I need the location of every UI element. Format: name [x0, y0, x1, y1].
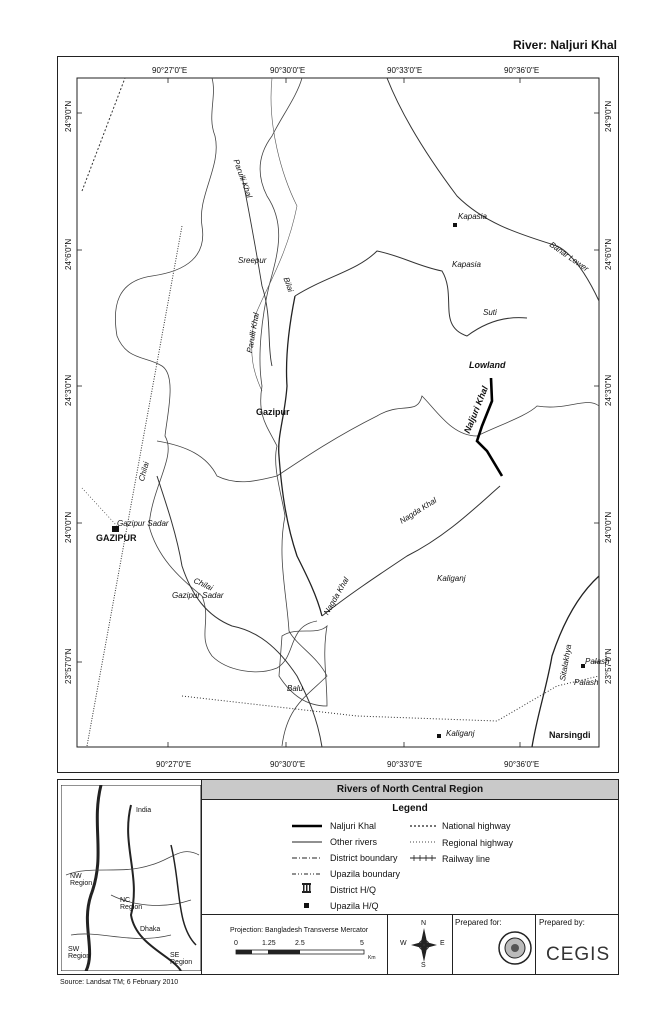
- place-palash-hq: Palash: [585, 657, 610, 666]
- projection-text: Projection: Bangladesh Transverse Mercator: [230, 927, 369, 934]
- place-palash: Palash: [574, 678, 599, 687]
- place-gazipur-sadar-hq: Gazipur Sadar: [117, 519, 169, 528]
- cegis-logo: CEGIS: [546, 944, 611, 965]
- lat-tick-right-2: 24°6'0"N: [604, 238, 613, 270]
- upazila-hq-kapasia: [453, 223, 457, 227]
- place-lowland: Lowland: [469, 360, 506, 370]
- inset-label-nc: NC Region: [120, 897, 143, 911]
- inset-label-nw: NW Region: [70, 873, 93, 887]
- compass-n: N: [421, 920, 427, 927]
- upazila-boundary-4: [252, 78, 297, 391]
- scale-unit: Km: [368, 955, 376, 961]
- prepared-for-label: Prepared for:: [455, 918, 502, 927]
- legend-item-railway: Railway line: [442, 854, 491, 864]
- legend-item-district-boundary: District boundary: [330, 853, 398, 863]
- top-tick-3: 90°33'0"E: [387, 66, 423, 75]
- legend-cell-divider-3: [535, 914, 536, 974]
- place-kapasia: Kapasia: [452, 260, 481, 269]
- legend-symbols-left: [292, 820, 326, 920]
- place-sreepur: Sreepur: [238, 256, 267, 265]
- lat-tick-right-3: 24°3'0"N: [604, 374, 613, 406]
- scale-tick-1: 1.25: [262, 940, 276, 947]
- lat-tick-right-1: 24°9'0"N: [604, 100, 613, 132]
- inset-label-se: SE Region: [170, 952, 193, 966]
- place-balu: Balu: [287, 684, 304, 693]
- railway-line-2: [182, 676, 599, 721]
- compass-s: S: [421, 962, 426, 969]
- place-kapasia-hq: Kapasia: [458, 212, 487, 221]
- place-suti: Suti: [483, 308, 497, 317]
- river-label-nagda-1: Nagda Khal: [398, 495, 439, 526]
- scale-tick-3: 5: [360, 940, 364, 947]
- place-gazipur: Gazipur: [256, 407, 290, 417]
- legend-cell-divider-1: [387, 914, 388, 974]
- graticule-ticks: [77, 78, 599, 747]
- compass-w: W: [400, 940, 407, 947]
- compass-e: E: [440, 940, 445, 947]
- river-label-nagda-2: Nagda Khal: [322, 575, 351, 617]
- lat-tick-left-1: 24°9'0"N: [64, 100, 73, 132]
- legend-item-other-rivers: Other rivers: [330, 837, 378, 847]
- legend-item-upazila-hq: Upazila H/Q: [330, 901, 379, 911]
- river-label-parulli-2: Parulli Khal: [245, 312, 261, 354]
- legend-item-naljuri: Naljuri Khal: [330, 821, 377, 831]
- legend-item-district-hq: District H/Q: [330, 885, 376, 895]
- river-bilai: [279, 296, 322, 616]
- legend-symbols-right: [410, 820, 440, 870]
- river-label-chilai-2: Chilai: [192, 576, 215, 593]
- bottom-tick-1: 90°27'0"E: [156, 760, 192, 769]
- scale-tick-0: 0: [234, 940, 238, 947]
- scale-bar: [234, 948, 374, 962]
- lat-tick-right-4: 24°0'0"N: [604, 511, 613, 543]
- lat-tick-left-3: 24°3'0"N: [64, 374, 73, 406]
- inset-label-india: India: [136, 807, 152, 814]
- legend-cell-divider-2: [452, 914, 453, 974]
- legend-item-regional-highway: Regional highway: [442, 838, 514, 848]
- river-label-chilai-1: Chilai: [137, 460, 151, 483]
- scale-tick-2: 2.5: [295, 940, 305, 947]
- upazila-boundary-3: [157, 396, 599, 482]
- map-canvas[interactable]: [57, 56, 619, 773]
- lat-tick-left-2: 24°6'0"N: [64, 238, 73, 270]
- top-tick-1: 90°27'0"E: [152, 66, 188, 75]
- river-label-banar: Banar Lower: [547, 240, 591, 274]
- place-kaliganj: Kaliganj: [437, 574, 466, 583]
- bottom-tick-3: 90°33'0"E: [387, 760, 423, 769]
- legend-bottom-divider: [202, 914, 618, 915]
- place-narsingdi: Narsingdi: [549, 730, 591, 740]
- regional-highway: [82, 488, 117, 526]
- govt-seal-icon: [495, 928, 535, 968]
- prepared-by-label: Prepared by:: [539, 918, 585, 927]
- place-kaliganj-hq: Kaliganj: [446, 729, 475, 738]
- bottom-tick-2: 90°30'0"E: [270, 760, 306, 769]
- lat-tick-right-5: 23°57'0"N: [604, 648, 613, 684]
- railway-line: [87, 226, 182, 746]
- top-tick-4: 90°36'0"E: [504, 66, 540, 75]
- river-nagda: [322, 486, 500, 616]
- place-gazipur-sadar: Gazipur Sadar: [172, 591, 224, 600]
- river-label-naljuri: Naljuri Khal: [462, 384, 491, 435]
- upazila-hq-kaliganj: [437, 734, 441, 738]
- bottom-tick-4: 90°36'0"E: [504, 760, 540, 769]
- upazila-boundary-5: [279, 626, 327, 706]
- inset-label-dhaka: Dhaka: [140, 926, 161, 933]
- river-chilai: [157, 476, 322, 747]
- source-note: Source: Landsat TM; 6 February 2010: [60, 979, 179, 986]
- lat-tick-left-5: 23°57'0"N: [64, 648, 73, 684]
- river-banar: [387, 78, 599, 301]
- legend-item-national-highway: National highway: [442, 821, 511, 831]
- top-tick-2: 90°30'0"E: [270, 66, 306, 75]
- river-label-parulli: Parulli Khal: [231, 158, 254, 200]
- lat-tick-left-4: 24°0'0"N: [64, 511, 73, 543]
- river-label-bilai: Bilai: [281, 276, 296, 294]
- national-highway: [82, 78, 125, 191]
- river-label-sitalakhya: Sitalakhya: [558, 643, 574, 682]
- map-neatline: [77, 78, 599, 747]
- legend-title: Legend: [392, 803, 428, 814]
- map-title: River: Naljuri Khal: [512, 38, 617, 52]
- place-gazipur-district: GAZIPUR: [96, 533, 137, 543]
- river-suti: [295, 251, 527, 336]
- legend-header: Rivers of North Central Region: [202, 780, 618, 800]
- inset-label-sw: SW Region: [68, 946, 91, 960]
- legend-item-upazila-boundary: Upazila boundary: [330, 869, 401, 879]
